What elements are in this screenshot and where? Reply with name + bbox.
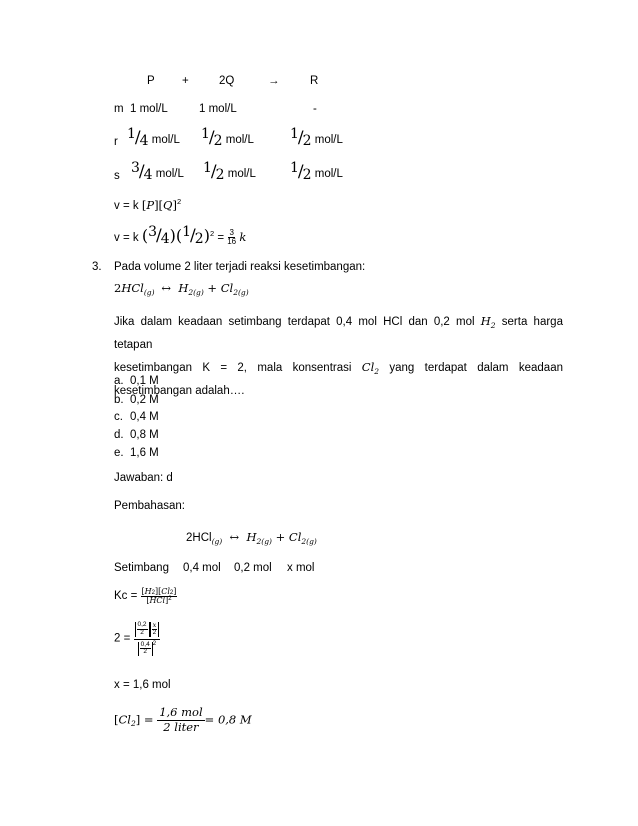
para-line-3: kesetimbangan adalah….: [114, 385, 245, 397]
row-s-c1: 3/4 mol/L: [131, 160, 184, 183]
reaction-equation-2: 2HCl$_{(g)}$ ↔ $H_{2(g)} + Cl_{2(g)}$: [186, 530, 317, 546]
kc-fraction: $\frac{[H2][Cl2]}{[HCl]^2}$: [141, 587, 177, 606]
reaction-equation: 2HCl$_{(g)}$ ↔ $H_{2(g)} + Cl_{2(g)}$: [114, 281, 249, 297]
para-line-2: kesetimbangan K = 2, mala konsentrasi $Cl_2$ yang terdapat dalam keadaan: [114, 360, 563, 376]
arrow: →: [268, 75, 280, 87]
row-r-label: r: [114, 136, 118, 148]
row-s-unit: mol/L: [227, 168, 256, 180]
answer-line: Jawaban: d: [114, 472, 173, 484]
option-d: d. 0,8 M: [114, 429, 159, 441]
row-r-c2: 1/2 mol/L: [201, 126, 254, 149]
kc-expression: [114, 588, 177, 606]
eq2-prefix: 2HCl: [186, 532, 212, 544]
question-paragraph: [114, 310, 563, 402]
question-title: Pada volume 2 liter terjadi reaksi kesetimbangan:: [114, 261, 366, 273]
option-a: a. 0,1 M: [114, 375, 159, 387]
setimbang-label: Setimbang: [114, 562, 169, 574]
final-fraction: $\frac{\text{1,6 mol}}{\text{2 liter}}$: [159, 705, 203, 734]
setimbang-v3: x mol: [287, 562, 315, 574]
rate-law-2: v = k $(3/4)(1/2)^2$ = $\frac{3}{16}$ k: [114, 224, 247, 247]
row-r-unit: mol/L: [151, 134, 180, 146]
final-expression: $[Cl_2]$ = $\frac{\text{1,6 mol}}{\text{2 liter}}$ = 0,8 M: [114, 705, 252, 734]
species-2q: 2Q: [219, 75, 235, 87]
rate-law-1: v = k $[P][Q]^2$: [114, 197, 182, 212]
option-e: e. 1,6 M: [114, 447, 159, 459]
question-number: 3.: [92, 261, 102, 273]
setimbang-v2: 0,2 mol: [234, 562, 272, 574]
rate-prefix: v = k: [114, 232, 142, 244]
row-s-c3: 1/2 mol/L: [290, 160, 343, 183]
setimbang-v1: 0,4 mol: [183, 562, 221, 574]
rate-prefix: v = k: [114, 200, 142, 212]
two-equals-expression: [114, 622, 160, 656]
two-equals-label: 2 =: [114, 632, 134, 645]
final-result: = 0,8 M: [204, 712, 252, 727]
row-s-label: s: [114, 170, 120, 182]
row-r-c1: 1/4 mol/L: [127, 126, 180, 149]
row-m-c1: 1 mol/L: [130, 103, 168, 115]
species-r: R: [310, 75, 319, 87]
plus-sign: +: [182, 75, 189, 87]
row-r-c3: 1/2 mol/L: [290, 126, 343, 149]
row-m-c2: 1 mol/L: [199, 103, 237, 115]
option-c: c. 0,4 M: [114, 411, 159, 423]
big-fraction: $\frac{0,2}{2}$ $\frac{x}{2}$ $\frac{0,4}{2}$ 2: [134, 622, 161, 656]
row-s-unit: mol/L: [155, 168, 184, 180]
rate-fraction: $\frac{3}{16}$: [227, 228, 237, 247]
row-r-unit: mol/L: [314, 134, 343, 146]
rate-constant: k: [239, 230, 247, 244]
explanation-heading: Pembahasan:: [114, 500, 185, 512]
row-m-label: m: [114, 103, 124, 115]
row-s-c2: 1/2 mol/L: [203, 160, 256, 183]
kc-label: Kc =: [114, 590, 141, 603]
row-r-unit: mol/L: [225, 134, 254, 146]
para-line-1: Jika dalam keadaan setimbang terdapat 0,4 mol HCl dan 0,2 mol $H_2$ serta harga tetapan: [114, 314, 563, 351]
option-b: b. 0,2 M: [114, 394, 159, 406]
equals-sign: =: [214, 232, 228, 244]
x-result: x = 1,6 mol: [114, 679, 171, 691]
species-p: P: [147, 75, 155, 87]
row-s-unit: mol/L: [314, 168, 343, 180]
row-m-c3: -: [313, 103, 317, 115]
